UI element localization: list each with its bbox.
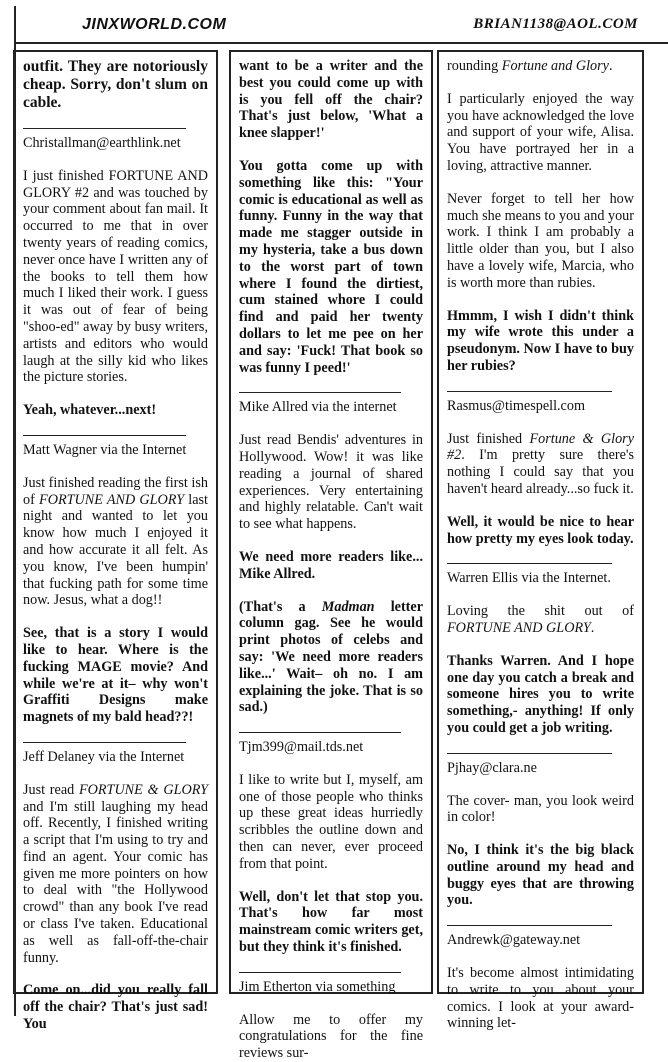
letters-column-3 <box>437 50 644 1032</box>
response-text: You gotta come up with something like this: "Your comic is educational as well as funny. Funny in the way that made me stagger outside in my hysteria, take a bus down to the worst part of town where I found the dirtiest, cum stained whore I could find and paid her twenty dollars to let me pee on her and say: 'Fuck! That book so was funny I peed!' <box>239 157 423 376</box>
separator <box>23 435 186 436</box>
text-span: letter column gag. See he would print photos of celebs and say: 'We need more readers like...' Wait– oh no. I am explaining the joke. That is so sad.) <box>239 598 423 716</box>
letter-sender: Pjhay@clara.ne <box>447 759 537 776</box>
text-span: rounding <box>447 58 502 74</box>
text-span: Just read <box>23 781 79 798</box>
letters-column-2 <box>229 50 433 1062</box>
separator <box>239 392 401 393</box>
response-text: We need more readers like... Mike Allred. <box>239 548 423 582</box>
letter-text <box>447 603 634 637</box>
letters-column-1 <box>13 50 218 1033</box>
text-span: . <box>590 619 595 636</box>
text-span: . <box>608 58 613 74</box>
letter-text <box>447 431 634 498</box>
site-header-left: JINXWORLD.COM <box>82 16 227 33</box>
letter-text: Just read Bendis' adventures in Hollywood. Wow! it was like reading a journal of shared experiences. Very entertaining and highly relatable. Can't wait to see what happens. <box>239 432 423 533</box>
text-span: Just finished <box>447 430 530 447</box>
text-span: . I'm pretty sure there's nothing I could say that you haven't heard already...so fuck it. <box>447 447 634 497</box>
letter-sender: Tjm399@mail.tds.net <box>239 739 364 756</box>
title-italic: Madman <box>321 598 375 615</box>
response-text: Thanks Warren. And I hope one day you catch a break and someone hires you to write something,- anything! If only you could get a job writing. <box>447 652 634 736</box>
letter-sender: Warren Ellis via the Internet. <box>447 570 611 587</box>
response-text: Come on...did you really fall off the chair? That's just sad! You <box>23 982 208 1033</box>
header-rule <box>14 42 668 44</box>
response-text <box>239 599 423 717</box>
letter-sender: Matt Wagner via the Internet <box>23 441 187 458</box>
letter-text: Never forget to tell her how much she means to you and your work. I think I am probably a little older than you, but I also have a lovely wife, Marcia, who is worth more than rubies. <box>447 190 634 291</box>
separator <box>447 563 612 564</box>
separator <box>447 753 612 754</box>
letter-sender: Christallman@earthlink.net <box>23 135 181 151</box>
response-text: Well, it would be nice to hear how pretty my eyes look today. <box>447 513 634 547</box>
text-span: and I'm still laughing my head off. Recently, I finished writing a script that I'm using to try and find an agent. Your comic has given me more pointers on how to deal with "the Hollywood crowd" than any book I've read or class I've taken. Educational as well as fall-off-the-chair funny. <box>23 798 208 966</box>
response-text: See, that is a story I would like to hear. Where is the fucking MAGE movie? And while we're at it– why won't Graffiti Designs make magnets of my bald head??! <box>23 625 208 726</box>
letter-text: I like to write but I, myself, am one of those people who thinks up these great ideas hurriedly scribbles the outline down and then can never, ever proceed from that point. <box>239 771 423 872</box>
title-italic: Fortune & Glory #2 <box>447 430 634 464</box>
letter-sender: Mike Allred via the internet <box>239 399 397 416</box>
title-italic: FORTUNE & GLORY <box>78 781 208 798</box>
response-text: Well, don't let that stop you. That's how far most mainstream comic writers get, but they think it's finished. <box>239 888 423 956</box>
separator <box>447 925 612 926</box>
letter-text <box>23 782 208 967</box>
text-span: Just finished reading the first ish of <box>23 474 208 508</box>
response-text: Yeah, whatever...next! <box>23 402 157 419</box>
title-italic: FORTUNE AND GLORY <box>39 491 185 508</box>
title-italic: Fortune and Glory <box>501 58 609 74</box>
letter-text: It's become almost intimidating to write to you about your comics. I look at your award-winning let- <box>447 965 634 1032</box>
text-span: (That's a <box>239 598 322 615</box>
separator <box>447 391 612 392</box>
response-text: No, I think it's the big black outline around my head and buggy eyes that are throwing you. <box>447 842 634 909</box>
separator <box>239 972 401 973</box>
response-text: want to be a writer and the best you could come up with is you fell off the chair? That's just below, 'What a knee slapper!' <box>239 58 423 142</box>
letter-text: Allow me to offer my congratulations for the fine reviews sur- <box>239 1011 423 1062</box>
letter-text: I particularly enjoyed the way you have acknowledged the love and support of your wife, Alisa. You have portrayed her in a loving, attractive manner. <box>447 90 634 174</box>
separator <box>23 742 186 743</box>
title-italic: FORTUNE AND GLORY <box>447 619 591 636</box>
letter-text: The cover- man, you look weird in color! <box>447 792 634 826</box>
letter-sender: Andrewk@gateway.net <box>447 932 581 949</box>
site-header-right: BRIAN1138@AOL.COM <box>473 16 638 32</box>
text-span: last night and wanted to let you know how much I enjoyed it and how accurate it all felt. As you know, I've been humpin' that fucking path for some time now. Jesus, what a dog!! <box>23 491 208 609</box>
separator <box>23 128 186 129</box>
letter-text <box>447 58 634 75</box>
text-span: Loving the shit out of <box>447 603 634 620</box>
letter-text <box>23 475 208 609</box>
letter-text: I just finished FORTUNE AND GLORY #2 and was touched by your comment about fan mail. It occurred to me that in over twenty years of reading comics, never once have I written any of the books to tell them how much I liked their work. I guess it was out of fear of being "shoo-ed" away by busy writers, artists and editors who would laugh at the silly kid who likes the picture stories. <box>23 167 208 386</box>
response-text: outfit. They are notoriously cheap. Sorry, don't slum on cable. <box>23 58 208 111</box>
separator <box>239 732 401 733</box>
letter-sender: Jeff Delaney via the Internet <box>23 748 185 765</box>
response-text: Hmmm, I wish I didn't think my wife wrote this under a pseudonym. Now I have to buy her rubies? <box>447 307 634 374</box>
letter-sender: Jim Etherton via something <box>239 978 396 995</box>
letter-sender: Rasmus@timespell.com <box>447 397 585 414</box>
